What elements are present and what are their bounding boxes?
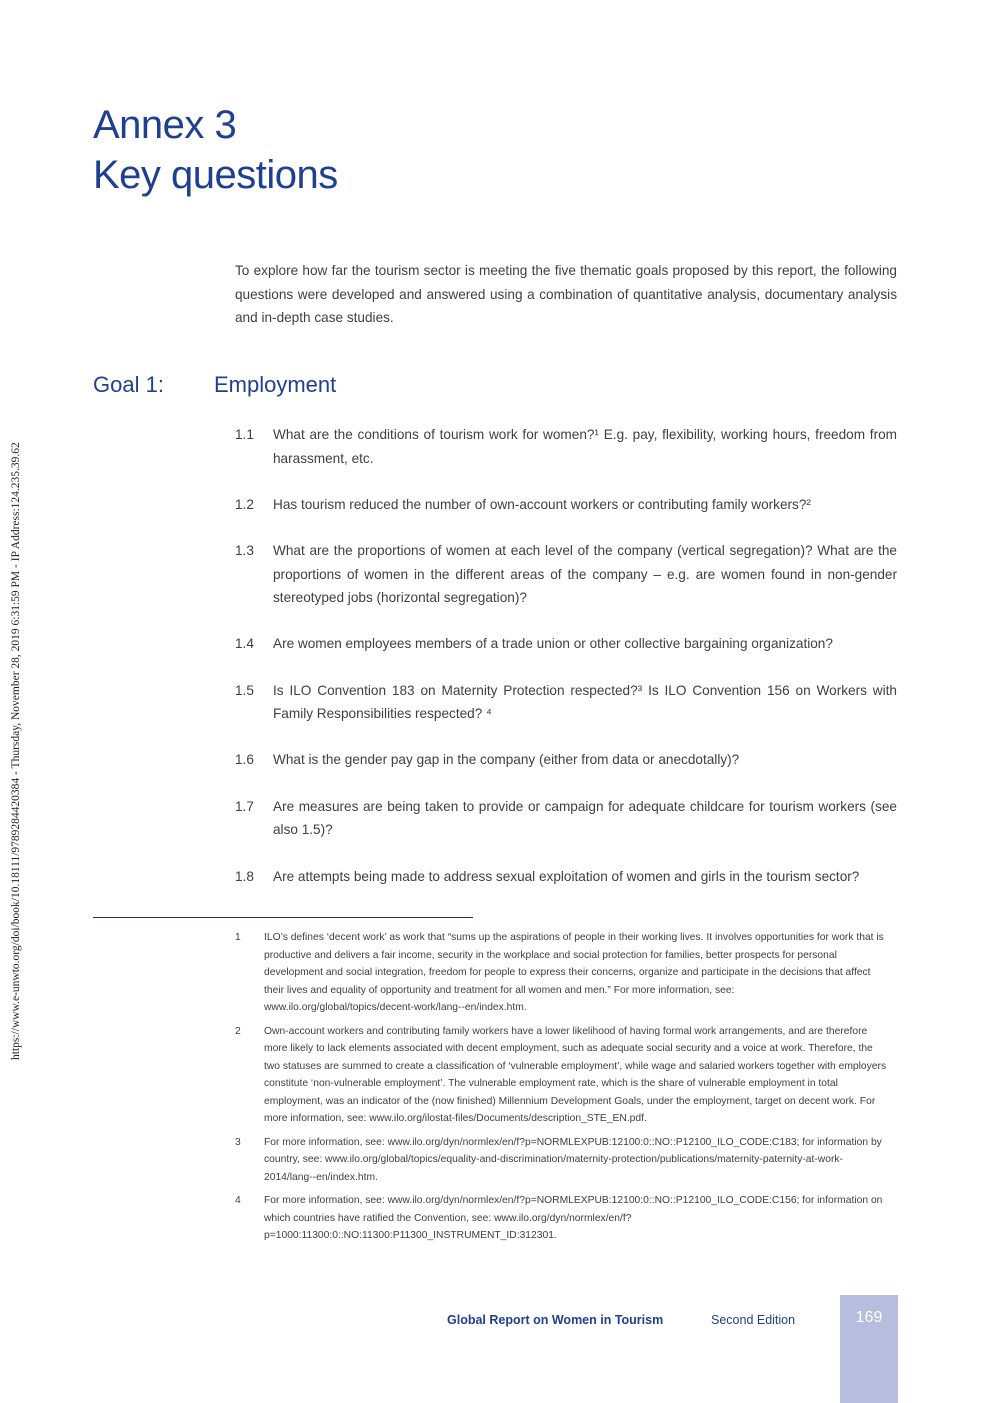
question-item [235, 795, 897, 842]
footnote-text: For more information, see: www.ilo.org/dyn/normlex/en/f?p=NORMLEXPUB:12100:0::NO::P12100_ILO_CODE:C156; for information on which countries have ratified the Convention, see: www.ilo.org/dyn/normlex/en/f?p=1000:11300:0::NO:11300:P11300_INSTRUMENT_ID:312301. [264, 1195, 883, 1241]
page-number-tab [840, 1295, 898, 1403]
footnote-text: ILO’s defines ‘decent work’ as work that “sums up the aspirations of people in their working lives. It involves opportunities for work that is productive and delivers a fair income, security in the workplace and social protection for families, better prospects for personal development and social integration, freedom for people to express their concerns, organize and participate in the decisions that affect their lives and equality of opportunity and treatment for all women and men.” For more information, see: www.ilo.org/global/topics/decent-work/lang--en/index.htm. [264, 932, 884, 1013]
question-text: Are women employees members of a trade union or other collective bargaining organization? [273, 636, 833, 652]
question-item [235, 865, 897, 889]
intro-paragraph: To explore how far the tourism sector is meeting the five thematic goals proposed by this report, the following questions were developed and answered using a combination of quantitative analysis, documentary analysis and in-depth case studies. [235, 263, 897, 325]
footnote-number: 2 [235, 1025, 241, 1037]
page-title [93, 100, 338, 200]
question-item [235, 632, 897, 656]
question-number: 1.8 [235, 868, 254, 884]
footnote-list [235, 929, 887, 1251]
question-item [235, 423, 897, 470]
title-annex: Annex 3 [93, 103, 237, 147]
goal-heading [93, 372, 693, 402]
question-item [235, 493, 897, 517]
footnote-text: Own-account workers and contributing family workers have a lower likelihood of having formal work arrangements, and are therefore more likely to lack elements associated with decent employment, such as adequate social security and a voice at work. Therefore, the two statuses are summed to create a classification of ‘vulnerable employment’, while wage and salaried workers together with employers constitute ‘non-vulnerable employment’. The vulnerable employment rate, which is the share of vulnerable employment in total employment, was an indicator of the (now finished) Millennium Development Goals, under the employment, target on decent work. For more information, see: www.ilo.org/ilostat-files/Documents/description_STE_EN.pdf. [264, 1025, 887, 1124]
footer-edition: Second Edition [711, 1313, 796, 1327]
goal-number: Goal 1: [93, 372, 164, 397]
question-text: What is the gender pay gap in the company (either from data or anecdotally)? [273, 752, 740, 768]
page-number: 169 [855, 1309, 883, 1326]
question-text: Has tourism reduced the number of own-account workers or contributing family workers?² [273, 496, 811, 512]
question-item [235, 748, 897, 772]
goal-name: Employment [214, 372, 337, 397]
question-item [235, 539, 897, 610]
footnote-number: 4 [235, 1195, 241, 1206]
question-number: 1.7 [235, 798, 254, 814]
footnote-number: 1 [235, 932, 241, 943]
question-number: 1.4 [235, 636, 254, 652]
question-number: 1.6 [235, 752, 254, 768]
footnote-item [235, 929, 887, 1017]
access-watermark: https://www.e-unwto.org/doi/book/10.18111/9789284420384 - Thursday, November 28, 2019 6:31:59 PM - IP Address:124.235.39.62 [10, 442, 22, 1060]
footnote-item [235, 1023, 887, 1128]
title-key-questions: Key questions [93, 153, 338, 197]
footer-report-title: Global Report on Women in Tourism [447, 1313, 664, 1327]
footnote-number: 3 [235, 1136, 241, 1148]
question-number: 1.1 [235, 427, 254, 442]
question-text: What are the proportions of women at each level of the company (vertical segregation)? What are the proportions of women in the different areas of the company – e.g. are women found in non-gender stereotyped jobs (horizontal segregation)? [273, 543, 897, 606]
question-text: Are measures are being taken to provide or campaign for adequate childcare for tourism workers (see also 1.5)? [273, 798, 897, 838]
question-number: 1.2 [235, 496, 254, 512]
question-number: 1.3 [235, 543, 254, 559]
question-item [235, 679, 897, 726]
footnote-divider [93, 917, 473, 918]
footnote-item [235, 1134, 887, 1187]
question-number: 1.5 [235, 682, 254, 698]
question-text: Are attempts being made to address sexual exploitation of women and girls in the tourism sector? [273, 868, 860, 884]
question-text: What are the conditions of tourism work for women?¹ E.g. pay, flexibility, working hours, freedom from harassment, etc. [273, 427, 897, 466]
question-text: Is ILO Convention 183 on Maternity Protection respected?³ Is ILO Convention 156 on Workers with Family Responsibilities respected? ⁴ [273, 682, 897, 722]
footnote-text: For more information, see: www.ilo.org/dyn/normlex/en/f?p=NORMLEXPUB:12100:0::NO::P12100_ILO_CODE:C183; for information by country, see: www.ilo.org/global/topics/equality-and-discrimination/maternity-protection/publications/maternity-paternity-at-work-2014/lang--en/index.htm. [264, 1136, 882, 1183]
question-list [235, 423, 897, 911]
footnote-item [235, 1192, 887, 1245]
